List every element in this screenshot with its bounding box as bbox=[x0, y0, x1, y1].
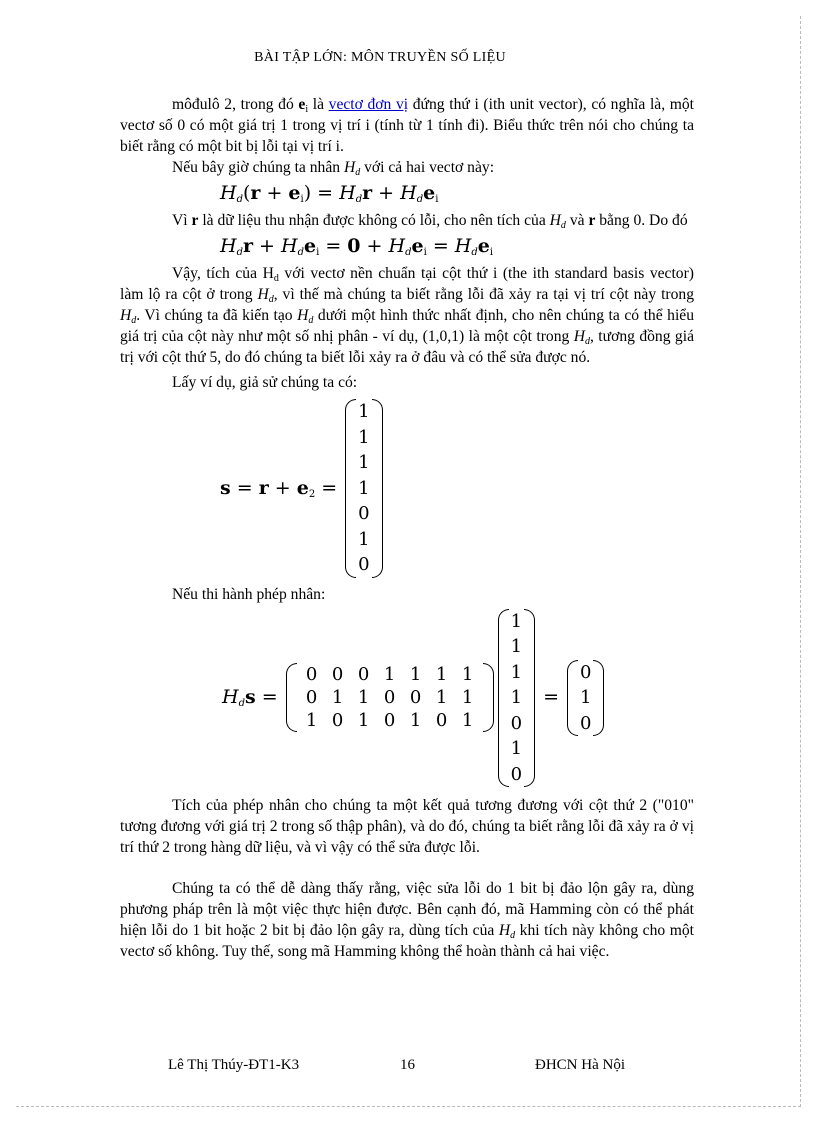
vector-entry: 1 bbox=[358, 477, 370, 499]
paragraph-7: Tích của phép nhân cho chúng ta một kết quả tương đương với cột thứ 2 ("010" tương đương với giá trị 2 trong số thập phân), và do đó, chúng ta biết rằng lỗi đã xảy ra ở vị trí thứ 2 trong hàng dữ liệu, và vì vậy có thể sửa được lỗi. bbox=[120, 797, 694, 856]
hamming-matrix bbox=[297, 663, 483, 732]
s-vector-product bbox=[509, 609, 524, 788]
unit-vector-link[interactable]: vectơ đơn vị bbox=[328, 96, 409, 113]
equation-2: $H_dr + H_de_i = 0 + H_de_i = H_de_i$ bbox=[220, 235, 494, 258]
footer-author: Lê Thị Thúy-ĐT1-K3 bbox=[168, 1057, 300, 1073]
vector-entry: 0 bbox=[580, 661, 592, 683]
matrix-entry: 0 bbox=[435, 710, 448, 732]
matrix-entry: 0 bbox=[331, 664, 344, 686]
vector-entry: 0 bbox=[510, 763, 523, 785]
paragraph-5: Lấy ví dụ, giả sử chúng ta có: bbox=[172, 374, 358, 391]
result-vector bbox=[578, 660, 593, 737]
footer-page-number: 16 bbox=[400, 1057, 415, 1073]
matrix-entry: 1 bbox=[409, 710, 422, 732]
matrix-entry: 1 bbox=[461, 664, 474, 686]
vector-entry: 1 bbox=[510, 636, 523, 657]
paragraph-4: Vậy, tích của $H_d$ với vectơ nền chuẩn tại cột thứ i (the ith standard basis vector) làm lộ ra cột ở trong $H_d$, vì thế mà chúng ta biết rằng lỗi đã xảy ra tại vị trí cột này trong $H_d$. Vì chúng ta đã kiến tạo $H_d$ dưới một hình thức nhất định, cho nên chúng ta có thể hiểu giá trị của cột này như một số nhị phân - ví dụ, (1,0,1) là một cột trong $H_d$, tương đồng giá trị với cột thứ 5, do đó chúng ta biết lỗi xảy ra ở đâu và có thể sửa được nó. bbox=[120, 265, 694, 366]
vector-entry: 0 bbox=[358, 554, 370, 575]
page-header: BÀI TẬP LỚN: MÔN TRUYỀN SỐ LIỆU bbox=[254, 50, 506, 65]
vector-entry: 1 bbox=[358, 401, 370, 422]
vector-entry: 1 bbox=[510, 738, 523, 759]
vector-entry: 1 bbox=[358, 528, 370, 550]
matrix-product-equation: $H_ds$ = 0 0 0 1 1 1 1 0 1 1 0 0 1 1 1 0 1 0 1 0 1 1 1 1 1 0 1 0 = 0 1 0 bbox=[222, 609, 694, 788]
vector-entry: 1 bbox=[510, 661, 523, 683]
paragraph-2: Nếu bây giờ chúng ta nhân $H_d$ với cả hai vectơ này: bbox=[172, 159, 495, 178]
matrix-entry: 1 bbox=[357, 710, 370, 732]
s-vector bbox=[356, 399, 371, 578]
vector-entry: 1 bbox=[580, 687, 592, 708]
matrix-entry: 1 bbox=[435, 687, 448, 709]
matrix-entry: 0 bbox=[305, 664, 318, 686]
vector-entry: 1 bbox=[510, 610, 523, 632]
vector-entry: 0 bbox=[510, 712, 523, 734]
vector-entry: 1 bbox=[358, 426, 370, 448]
matrix-entry: 1 bbox=[409, 664, 422, 686]
matrix-entry: 1 bbox=[383, 664, 396, 686]
matrix-entry: 0 bbox=[383, 687, 396, 709]
paragraph-3: Vì r là dữ liệu thu nhận được không có lỗi, cho nên tích của $H_d$ và r bằng 0. Do đó bbox=[172, 212, 688, 231]
paragraph-6: Nếu thi hành phép nhân: bbox=[172, 585, 326, 603]
vector-entry: 1 bbox=[358, 452, 370, 473]
footer-organization: ĐHCN Hà Nội bbox=[535, 1057, 625, 1073]
matrix-entry: 1 bbox=[461, 687, 474, 709]
document-body bbox=[120, 94, 694, 962]
matrix-entry: 1 bbox=[435, 664, 448, 686]
vector-entry: 0 bbox=[358, 503, 370, 524]
matrix-entry: 0 bbox=[305, 687, 318, 709]
equation-1: $H_d(r + e_i) = H_dr + H_de_i$ bbox=[220, 182, 439, 205]
matrix-entry: 1 bbox=[331, 687, 344, 709]
matrix-entry: 1 bbox=[357, 687, 370, 709]
paragraph-1: môđulô 2, trong đó $e_i$ là vectơ đơn vị đứng thứ i (ith unit vector), có nghĩa là, một vectơ số 0 có một giá trị 1 trong vị trí i (tính từ 1 tính đi). Biểu thức trên nói cho chúng ta biết rằng có một bit bị lỗi tại vị trí i. bbox=[120, 96, 695, 155]
matrix-entry: 1 bbox=[461, 710, 474, 732]
paragraph-8: Chúng ta có thể dễ dàng thấy rằng, việc sửa lỗi do 1 bit bị đảo lộn gây ra, dùng phương pháp trên là một việc thực hiện được. Bên cạnh đó, mã Hamming còn có thể phát hiện lỗi do 1 bit hoặc 2 bit bị đảo lộn gây ra, dùng tích của $H_d$ khi tích này không cho một vectơ số không. Tuy thế, song mã Hamming không thể hoàn thành cả hai việc. bbox=[120, 880, 694, 960]
vector-entry: 1 bbox=[510, 687, 523, 708]
matrix-entry: 1 bbox=[305, 710, 318, 732]
matrix-entry: 0 bbox=[331, 710, 344, 732]
matrix-entry: 0 bbox=[357, 664, 370, 686]
matrix-entry: 0 bbox=[409, 687, 422, 709]
vector-entry: 0 bbox=[580, 712, 592, 734]
s-vector-equation: $s = r + e_2$ = 1 1 1 1 0 1 0 bbox=[220, 399, 694, 578]
matrix-entry: 0 bbox=[383, 710, 396, 732]
